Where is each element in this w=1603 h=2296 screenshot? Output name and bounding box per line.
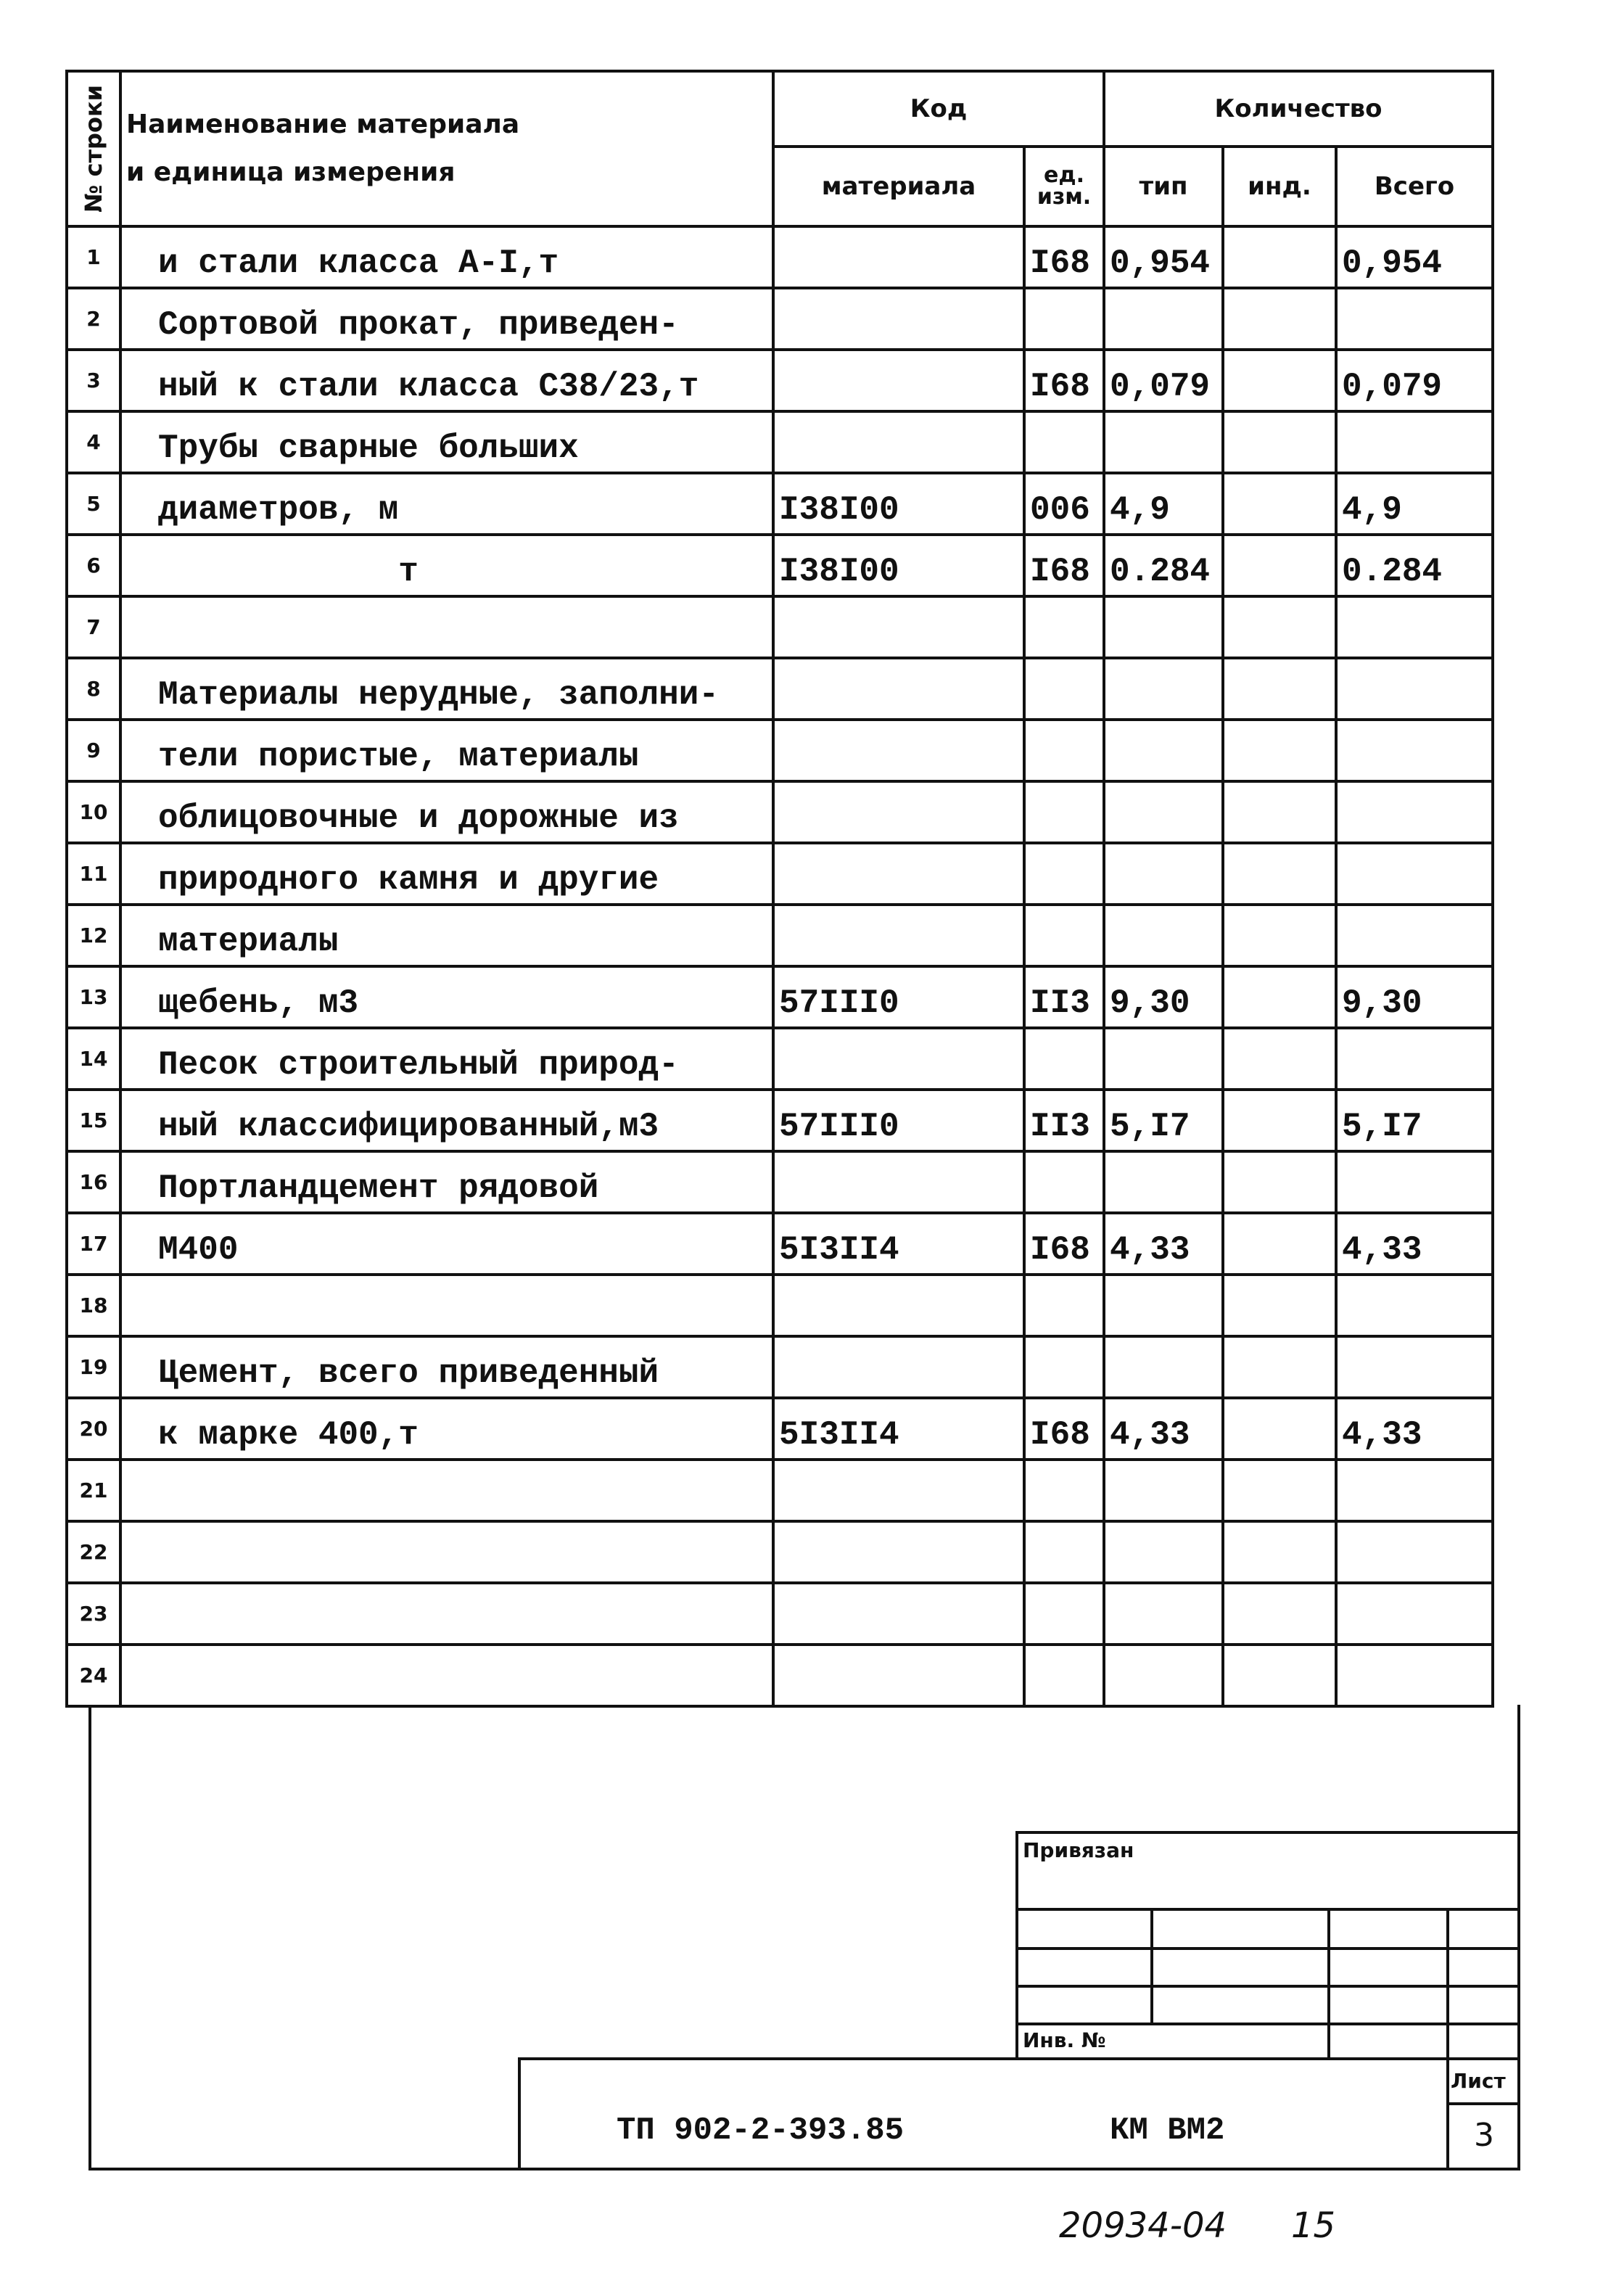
- table-row: [67, 1336, 1493, 1398]
- individual-quantity-cell: [1223, 473, 1336, 535]
- row-number-cell: 7: [67, 596, 120, 658]
- material-code-cell: I38I00: [773, 473, 1024, 535]
- type-quantity-cell: [1104, 1336, 1223, 1398]
- material-code-cell: 5I3II4: [773, 1213, 1024, 1275]
- material-code-cell: [773, 288, 1024, 350]
- total-header: Всего: [1336, 147, 1493, 226]
- type-quantity-cell: [1104, 905, 1223, 966]
- material-name-cell: [120, 1645, 773, 1706]
- unit-code-cell: [1024, 843, 1104, 905]
- individual-header: инд.: [1223, 147, 1336, 226]
- total-quantity-cell: 0.284: [1336, 535, 1493, 596]
- material-name-cell: т: [120, 535, 773, 596]
- row-number-cell: 15: [67, 1090, 120, 1151]
- row-number-header: № строки: [67, 71, 120, 226]
- divider: [1446, 1908, 1449, 2060]
- table-row: [67, 226, 1493, 288]
- type-quantity-cell: [1104, 1028, 1223, 1090]
- individual-quantity-cell: [1223, 905, 1336, 966]
- individual-quantity-cell: [1223, 1090, 1336, 1151]
- material-code-cell: [773, 1275, 1024, 1336]
- table-row: [67, 843, 1493, 905]
- divider: [1446, 2057, 1449, 2170]
- individual-quantity-cell: [1223, 535, 1336, 596]
- individual-quantity-cell: [1223, 1336, 1336, 1398]
- material-code-cell: [773, 843, 1024, 905]
- type-header: тип: [1104, 147, 1223, 226]
- material-code-cell: I38I00: [773, 535, 1024, 596]
- unit-code-cell: I68: [1024, 350, 1104, 411]
- total-quantity-cell: [1336, 1460, 1493, 1521]
- row-number-cell: 9: [67, 720, 120, 781]
- type-quantity-cell: [1104, 288, 1223, 350]
- total-quantity-cell: [1336, 781, 1493, 843]
- individual-quantity-cell: [1223, 596, 1336, 658]
- row-number-cell: 4: [67, 411, 120, 473]
- table-row: [67, 350, 1493, 411]
- table-row: [67, 1275, 1493, 1336]
- unit-code-cell: [1024, 1645, 1104, 1706]
- unit-code-cell: II3: [1024, 1090, 1104, 1151]
- table-row: [67, 473, 1493, 535]
- total-quantity-cell: [1336, 596, 1493, 658]
- table-row: [67, 1028, 1493, 1090]
- type-quantity-cell: [1104, 843, 1223, 905]
- table-row: [67, 1398, 1493, 1460]
- material-code-cell: [773, 1645, 1024, 1706]
- total-quantity-cell: 4,9: [1336, 473, 1493, 535]
- total-quantity-cell: [1336, 658, 1493, 720]
- individual-quantity-cell: [1223, 1398, 1336, 1460]
- divider: [1446, 2102, 1520, 2105]
- drawing-mark: КМ ВМ2: [1110, 2112, 1225, 2149]
- material-code-cell: [773, 781, 1024, 843]
- material-code-cell: [773, 1521, 1024, 1583]
- material-name-cell: [120, 596, 773, 658]
- type-quantity-cell: 9,30: [1104, 966, 1223, 1028]
- divider: [1015, 1908, 1520, 1911]
- material-code-cell: [773, 596, 1024, 658]
- individual-quantity-cell: [1223, 966, 1336, 1028]
- table-row: [67, 288, 1493, 350]
- row-number-cell: 2: [67, 288, 120, 350]
- row-number-cell: 11: [67, 843, 120, 905]
- individual-quantity-cell: [1223, 226, 1336, 288]
- type-quantity-cell: [1104, 411, 1223, 473]
- total-quantity-cell: [1336, 1151, 1493, 1213]
- divider: [1015, 2023, 1520, 2025]
- unit-code-cell: [1024, 1583, 1104, 1645]
- material-code-cell: [773, 1028, 1024, 1090]
- total-quantity-cell: 0,079: [1336, 350, 1493, 411]
- table-row: [67, 781, 1493, 843]
- total-quantity-cell: [1336, 411, 1493, 473]
- table-row: [67, 966, 1493, 1028]
- archive-number: 20934-04: [1059, 2205, 1227, 2246]
- material-name-cell: Песок строительный природ-: [120, 1028, 773, 1090]
- material-code-header: материала: [773, 147, 1024, 226]
- row-number-cell: 24: [67, 1645, 120, 1706]
- material-name-cell: материалы: [120, 905, 773, 966]
- material-code-cell: [773, 720, 1024, 781]
- material-name-cell: диаметров, м: [120, 473, 773, 535]
- row-number-cell: 18: [67, 1275, 120, 1336]
- material-name-cell: природного камня и другие: [120, 843, 773, 905]
- type-quantity-cell: 4,33: [1104, 1398, 1223, 1460]
- name-header: Наименование материала и единица измерения: [120, 71, 773, 226]
- row-number-cell: 12: [67, 905, 120, 966]
- total-quantity-cell: [1336, 1336, 1493, 1398]
- total-quantity-cell: [1336, 1583, 1493, 1645]
- individual-quantity-cell: [1223, 350, 1336, 411]
- material-name-cell: [120, 1521, 773, 1583]
- type-quantity-cell: 4,33: [1104, 1213, 1223, 1275]
- unit-code-cell: [1024, 1151, 1104, 1213]
- material-code-cell: [773, 411, 1024, 473]
- unit-code-cell: [1024, 1336, 1104, 1398]
- type-quantity-cell: [1104, 720, 1223, 781]
- material-name-cell: облицовочные и дорожные из: [120, 781, 773, 843]
- individual-quantity-cell: [1223, 1460, 1336, 1521]
- total-quantity-cell: 9,30: [1336, 966, 1493, 1028]
- table-row: [67, 1583, 1493, 1645]
- unit-code-cell: I68: [1024, 226, 1104, 288]
- total-quantity-cell: [1336, 843, 1493, 905]
- material-name-cell: и стали класса А-I,т: [120, 226, 773, 288]
- sheet-number: 3: [1474, 2117, 1494, 2154]
- total-quantity-cell: [1336, 1645, 1493, 1706]
- row-number-cell: 20: [67, 1398, 120, 1460]
- type-quantity-cell: [1104, 1645, 1223, 1706]
- row-number-cell: 16: [67, 1151, 120, 1213]
- material-code-cell: [773, 1460, 1024, 1521]
- unit-header: ед. изм.: [1024, 147, 1104, 226]
- individual-quantity-cell: [1223, 658, 1336, 720]
- table-row: [67, 658, 1493, 720]
- attachment-block: [1015, 1831, 1520, 2060]
- individual-quantity-cell: [1223, 1583, 1336, 1645]
- row-number-cell: 8: [67, 658, 120, 720]
- material-code-cell: 5I3II4: [773, 1398, 1024, 1460]
- attached-label: Привязан: [1023, 1838, 1134, 1862]
- document-code: ТП 902-2-393.85: [617, 2112, 904, 2149]
- row-number-cell: 14: [67, 1028, 120, 1090]
- unit-code-cell: [1024, 1275, 1104, 1336]
- row-number-cell: 5: [67, 473, 120, 535]
- total-quantity-cell: 0,954: [1336, 226, 1493, 288]
- row-number-cell: 22: [67, 1521, 120, 1583]
- total-quantity-cell: 4,33: [1336, 1398, 1493, 1460]
- type-quantity-cell: 0,954: [1104, 226, 1223, 288]
- row-number-cell: 6: [67, 535, 120, 596]
- row-number-cell: 13: [67, 966, 120, 1028]
- unit-code-cell: [1024, 1460, 1104, 1521]
- divider: [1327, 1908, 1330, 2060]
- unit-code-cell: I68: [1024, 1398, 1104, 1460]
- material-name-cell: [120, 1275, 773, 1336]
- table-row: [67, 1460, 1493, 1521]
- table-row: [67, 1645, 1493, 1706]
- material-name-cell: к марке 400,т: [120, 1398, 773, 1460]
- table-row: [67, 720, 1493, 781]
- individual-quantity-cell: [1223, 1521, 1336, 1583]
- unit-code-cell: [1024, 411, 1104, 473]
- unit-code-cell: [1024, 720, 1104, 781]
- unit-code-cell: [1024, 1521, 1104, 1583]
- type-quantity-cell: [1104, 596, 1223, 658]
- type-quantity-cell: 5,I7: [1104, 1090, 1223, 1151]
- material-code-cell: [773, 1151, 1024, 1213]
- material-name-cell: [120, 1460, 773, 1521]
- unit-code-cell: [1024, 658, 1104, 720]
- material-name-cell: ный к стали класса С38/23,т: [120, 350, 773, 411]
- total-quantity-cell: [1336, 1028, 1493, 1090]
- table-row: [67, 411, 1493, 473]
- code-header: Код: [773, 71, 1104, 147]
- type-quantity-cell: [1104, 1583, 1223, 1645]
- material-name-cell: щебень, м3: [120, 966, 773, 1028]
- total-quantity-cell: [1336, 1275, 1493, 1336]
- unit-code-cell: I68: [1024, 535, 1104, 596]
- material-name-cell: тели пористые, материалы: [120, 720, 773, 781]
- individual-quantity-cell: [1223, 1028, 1336, 1090]
- materials-table: [65, 70, 1494, 1708]
- type-quantity-cell: [1104, 1521, 1223, 1583]
- material-name-cell: Сортовой прокат, приведен-: [120, 288, 773, 350]
- divider: [1150, 1908, 1153, 2024]
- material-code-cell: [773, 658, 1024, 720]
- material-name-cell: М400: [120, 1213, 773, 1275]
- unit-code-cell: [1024, 288, 1104, 350]
- individual-quantity-cell: [1223, 411, 1336, 473]
- table-row: [67, 1090, 1493, 1151]
- unit-code-cell: 006: [1024, 473, 1104, 535]
- quantity-header: Количество: [1104, 71, 1493, 147]
- material-name-cell: [120, 1583, 773, 1645]
- table-row: [67, 1521, 1493, 1583]
- type-quantity-cell: [1104, 781, 1223, 843]
- row-number-cell: 1: [67, 226, 120, 288]
- unit-code-cell: [1024, 905, 1104, 966]
- row-number-cell: 21: [67, 1460, 120, 1521]
- individual-quantity-cell: [1223, 781, 1336, 843]
- material-code-cell: [773, 1583, 1024, 1645]
- divider: [1015, 1985, 1520, 1988]
- material-code-cell: 57III0: [773, 966, 1024, 1028]
- material-name-cell: ный классифицированный,м3: [120, 1090, 773, 1151]
- total-quantity-cell: [1336, 905, 1493, 966]
- table-row: [67, 596, 1493, 658]
- type-quantity-cell: 0,079: [1104, 350, 1223, 411]
- material-name-cell: Портландцемент рядовой: [120, 1151, 773, 1213]
- sheet-label: Лист: [1451, 2069, 1506, 2093]
- row-number-cell: 17: [67, 1213, 120, 1275]
- individual-quantity-cell: [1223, 288, 1336, 350]
- type-quantity-cell: [1104, 658, 1223, 720]
- row-number-cell: 3: [67, 350, 120, 411]
- unit-code-cell: [1024, 1028, 1104, 1090]
- total-quantity-cell: 5,I7: [1336, 1090, 1493, 1151]
- material-name-cell: Материалы нерудные, заполни-: [120, 658, 773, 720]
- unit-code-cell: [1024, 596, 1104, 658]
- total-quantity-cell: [1336, 288, 1493, 350]
- material-code-cell: 57III0: [773, 1090, 1024, 1151]
- material-name-cell: Цемент, всего приведенный: [120, 1336, 773, 1398]
- individual-quantity-cell: [1223, 1213, 1336, 1275]
- material-code-cell: [773, 226, 1024, 288]
- type-quantity-cell: [1104, 1460, 1223, 1521]
- inventory-number-label: Инв. №: [1023, 2028, 1106, 2052]
- individual-quantity-cell: [1223, 720, 1336, 781]
- type-quantity-cell: 4,9: [1104, 473, 1223, 535]
- unit-code-cell: [1024, 781, 1104, 843]
- row-number-cell: 10: [67, 781, 120, 843]
- table-row: [67, 535, 1493, 596]
- page-number: 15: [1291, 2205, 1336, 2246]
- total-quantity-cell: [1336, 720, 1493, 781]
- total-quantity-cell: 4,33: [1336, 1213, 1493, 1275]
- table-row: [67, 1151, 1493, 1213]
- type-quantity-cell: [1104, 1275, 1223, 1336]
- individual-quantity-cell: [1223, 1645, 1336, 1706]
- material-code-cell: [773, 905, 1024, 966]
- unit-code-cell: I68: [1024, 1213, 1104, 1275]
- total-quantity-cell: [1336, 1521, 1493, 1583]
- individual-quantity-cell: [1223, 1275, 1336, 1336]
- individual-quantity-cell: [1223, 843, 1336, 905]
- material-name-cell: Трубы сварные больших: [120, 411, 773, 473]
- type-quantity-cell: 0.284: [1104, 535, 1223, 596]
- material-code-cell: [773, 1336, 1024, 1398]
- type-quantity-cell: [1104, 1151, 1223, 1213]
- row-number-cell: 23: [67, 1583, 120, 1645]
- row-number-cell: 19: [67, 1336, 120, 1398]
- unit-code-cell: II3: [1024, 966, 1104, 1028]
- table-row: [67, 1213, 1493, 1275]
- material-code-cell: [773, 350, 1024, 411]
- divider: [1015, 1947, 1520, 1950]
- frame-left: [88, 1705, 91, 2170]
- table-row: [67, 905, 1493, 966]
- individual-quantity-cell: [1223, 1151, 1336, 1213]
